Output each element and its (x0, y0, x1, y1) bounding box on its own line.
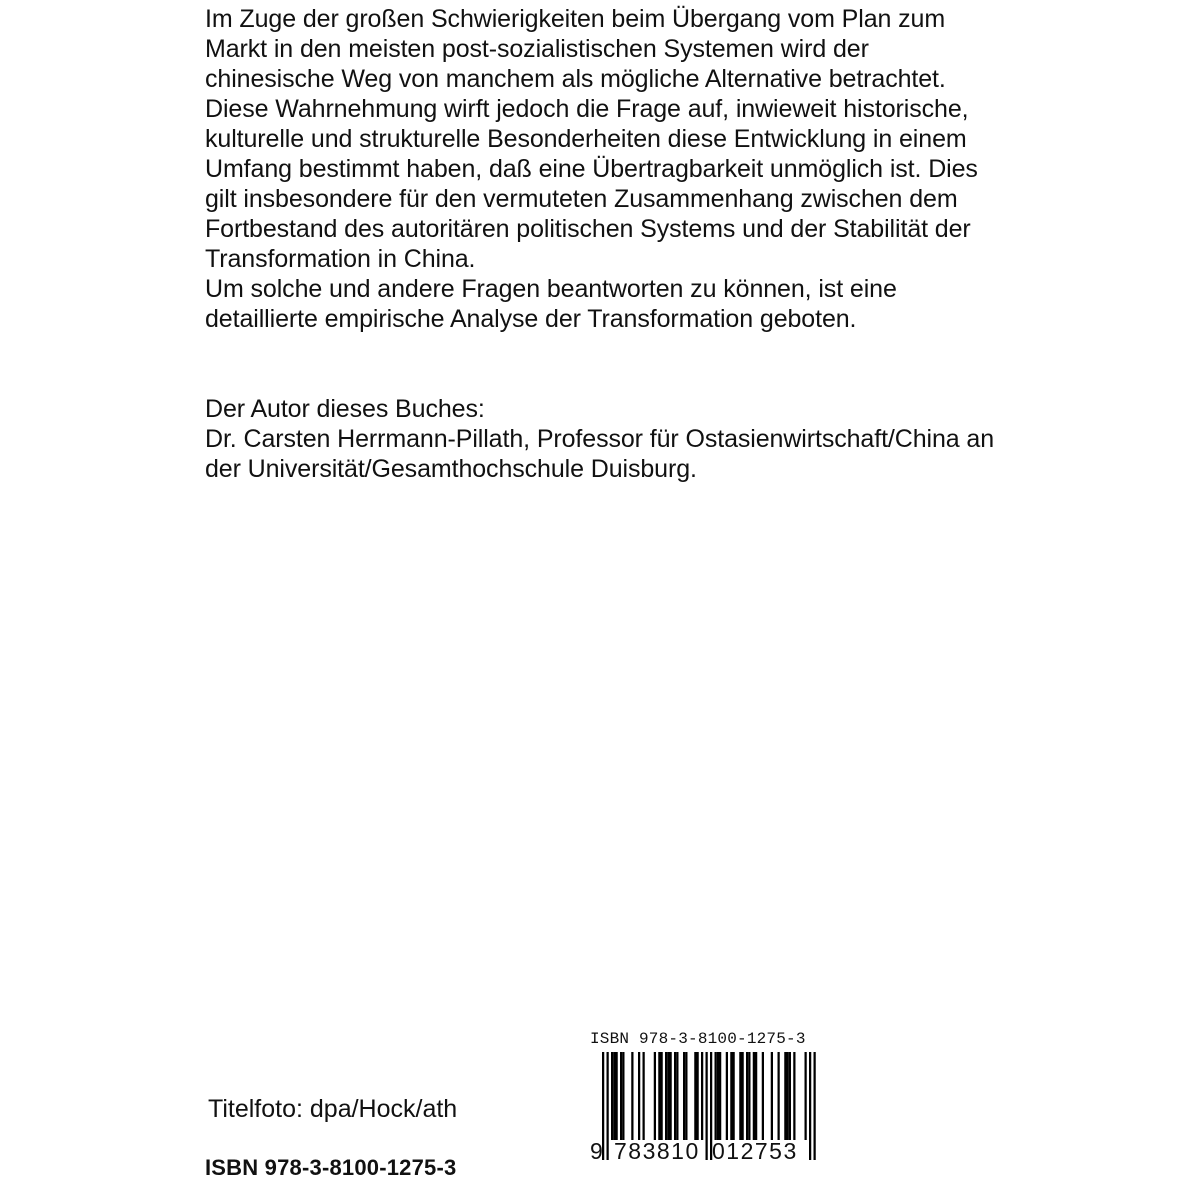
barcode-bar (685, 1052, 687, 1140)
barcode-lead-digit: 9 (590, 1138, 603, 1164)
barcode-bar (616, 1052, 618, 1140)
barcode-bar (771, 1052, 773, 1140)
barcode-bar (643, 1052, 645, 1140)
back-cover-blurb (205, 4, 1005, 334)
barcode-right-group: 012753 (712, 1138, 798, 1164)
barcode-bar (694, 1052, 696, 1140)
barcode-bar (739, 1052, 741, 1140)
barcode-bar (762, 1052, 764, 1140)
barcode-bar (706, 1052, 708, 1160)
barcode-bar (613, 1052, 615, 1140)
barcode-bar (620, 1052, 622, 1140)
barcode-left-group: 783810 (614, 1138, 700, 1164)
author-bio: Dr. Carsten Herrmann-Pillath, Professor für Ostasienwirtschaft/China an der Universität/Gesamthochschule Duisburg. (205, 425, 995, 483)
barcode-bar (755, 1052, 757, 1140)
barcode-bar (717, 1052, 719, 1140)
author-section (205, 394, 1005, 484)
barcode-bar (746, 1052, 748, 1140)
barcode-bar (715, 1052, 717, 1140)
barcode-isbn-label: ISBN 978-3-8100-1275-3 (590, 1030, 806, 1048)
barcode-bar (670, 1052, 672, 1140)
barcode-bar (726, 1052, 728, 1140)
barcode-bar (674, 1052, 676, 1140)
blurb-paragraph-1: Im Zuge der großen Schwierigkeiten beim Übergang vom Plan zum Markt in den meisten post-sozialistischen Systemen wird der chinesische Weg von manchem als mögliche Alternative betrachtet. Diese Wahrnehmung wirft jedoch die Frage auf, inwieweit historische, kulturelle und strukturelle Besonderheiten diese Entwicklung in einem Umfang bestimmt haben, daß eine Übertragbarkeit unmöglich ist. Dies gilt insbesondere für den vermuteten Zusammenhang zwischen dem Fortbestand des autoritären politischen Systems und der Stabilität der Transformation in China. (205, 5, 978, 273)
barcode-bar (787, 1052, 789, 1140)
barcode-bar (607, 1052, 609, 1160)
author-heading: Der Autor dieses Buches: (205, 395, 485, 423)
barcode-bar (661, 1052, 663, 1140)
barcode-bar (809, 1052, 811, 1160)
barcode-bar (793, 1052, 795, 1140)
barcode-bar (683, 1052, 685, 1140)
barcode-bar (638, 1052, 640, 1140)
blurb-paragraph-2: Um solche und andere Fragen beantworten zu können, ist eine detaillierte empirische Analyse der Transformation geboten. (205, 275, 897, 333)
isbn-text: ISBN 978-3-8100-1275-3 (205, 1155, 457, 1180)
barcode-bar (814, 1052, 816, 1160)
barcode-bar (789, 1052, 791, 1140)
barcode-bar (676, 1052, 678, 1140)
photo-credit: Titelfoto: dpa/Hock/ath (208, 1095, 458, 1123)
barcode-bar (742, 1052, 744, 1140)
barcode-bar (631, 1052, 633, 1140)
barcode-bar (784, 1052, 786, 1140)
barcode-bar (611, 1052, 613, 1140)
barcode-bar (701, 1052, 703, 1140)
barcode-bar (697, 1052, 699, 1140)
barcode-bar (778, 1052, 780, 1140)
barcode-bar (622, 1052, 624, 1140)
isbn-barcode (580, 1030, 830, 1165)
barcode-bar (805, 1052, 807, 1140)
barcode-bar (730, 1052, 732, 1140)
barcode-bar (658, 1052, 660, 1140)
barcode-bar (654, 1052, 656, 1140)
barcode-bar (733, 1052, 735, 1140)
barcode-bar (719, 1052, 721, 1140)
barcode-bar (748, 1052, 750, 1140)
barcode-bar (753, 1052, 755, 1140)
barcode-bar (665, 1052, 667, 1140)
barcode-bar (667, 1052, 669, 1140)
